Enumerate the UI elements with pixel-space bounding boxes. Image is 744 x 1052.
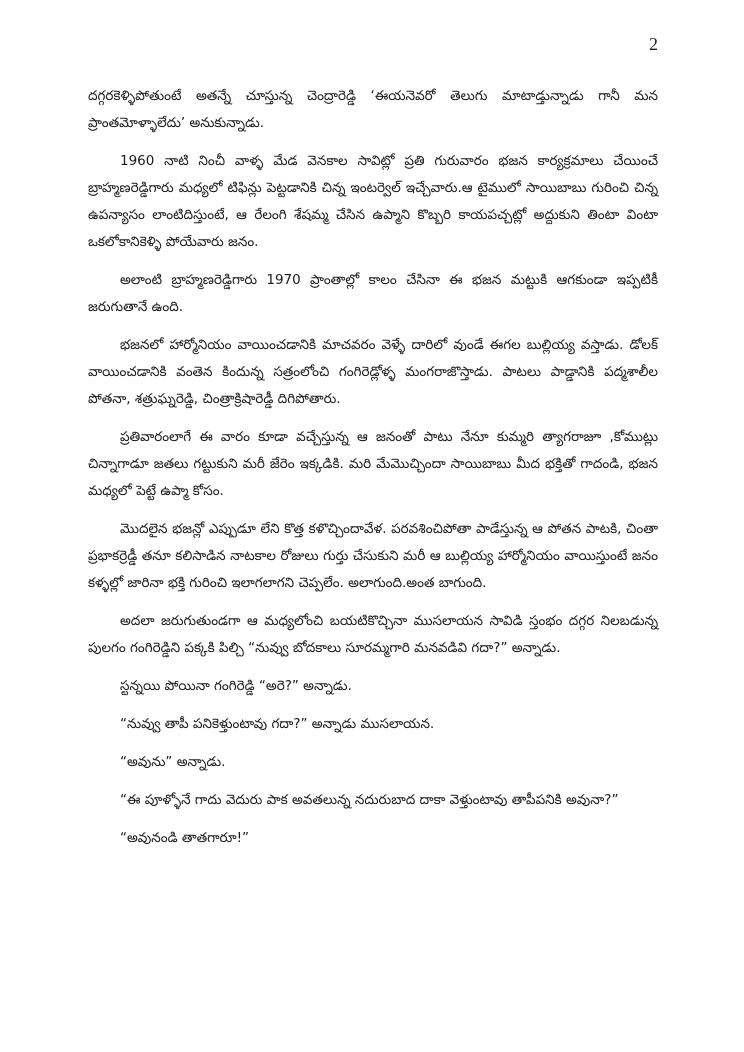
page-number: 2: [649, 34, 658, 54]
paragraph: “అవునండి తాతగారూ!”: [120, 830, 249, 846]
paragraph: “ఈ పూళ్ళోనే గాదు వెదురు పాక అవతలున్న నదురుబాద దాకా వెళ్తుంటావు తాపీపనికి అవునా?”: [120, 792, 619, 808]
paragraph: అదలా జరుగుతుండగా ఆ మధ్యలోంచి బయటికొచ్చినా ముసలాయన సావిడి స్తంభం దగ్గర నిలబడున్న పులగం గంగిరెడ్డిని పక్కకి పిల్చి “నువ్వు బోదకాలు సూరమ్మగారి మనవడివి గదా?” అన్నాడు.: [88, 613, 658, 656]
paragraph: దగ్గరకెళ్ళిపోతుంటే అతన్నే చూస్తున్న చెంద్రారెడ్డి ‘ఈయనెవరో తెలుగు మాటాడ్తున్నాడు గానీ మన ప్రాంతమోళ్ళాలేదు’ అనుకున్నాడు.: [88, 88, 658, 131]
body-text: [88, 83, 658, 863]
paragraph: 1960 నాటి నించీ వాళ్ళ మేడ వెనకాల సావిట్లో ప్రతి గురువారం భజన కార్యక్రమాలు చేయించే బ్రాహ్మణరెడ్డిగారు మధ్యలో టిఫిన్లు పెట్టడానికి చిన్న ఇంటర్వెల్ ఇచ్చేవారు.ఆ టైములో సాయిబాబు గురించి చిన్న ఉపన్యాసం లాంటిదిస్తుంటే, ఆ రేలంగి శేషమ్మ చేసిన ఉప్మాని కొబ్బరి కాయపచ్చట్లో అద్దుకుని తింటా వింటా ఒకలోకానికెళ్ళి పోయేవారు జనం.: [88, 153, 658, 250]
paragraph: “అవును” అన్నాడు.: [120, 754, 226, 770]
paragraph: భజనలో హార్మోనియం వాయించడానికి మాచవరం వెళ్ళే దారిలో వుండే ఈగల బుల్లియ్య వస్తాడు. డోలక్ వాయించడానికి వంతెన కిందున్న సత్రంలోంచి గంగిరెడ్లోళ్ళ మంగరాజొస్తాడు. పాటలు పాడ్డానికి పద్మశాలీల పోతనా, శత్రుఘ్నరెడ్డి, చింత్రాక్రిషారెడ్డీ దిగిపోతారు.: [88, 337, 658, 407]
paragraph: అలాంటి బ్రాహ్మణరెడ్డిగారు 1970 ప్రాంతాల్లో కాలం చేసినా ఈ భజన మట్టుకి ఆగకుండా ఇప్పటికీ జరుగుతానే ఉంది.: [88, 272, 658, 315]
paragraph: “నువ్వు తాపీ పనికెళ్తుంటావు గదా?” అన్నాడు ముసలాయన.: [120, 716, 435, 732]
paragraph: స్టన్నయి పోయినా గంగిరెడ్డి “అరె?” అన్నాడు.: [120, 678, 352, 694]
paragraph: మొదలైన భజన్లో ఎప్పుడూ లేని కొత్త కళొచ్చిందావేళ. పరవశించిపోతా పాడేస్తున్న ఆ పోతన పాటకి, చింతా ప్రభాకర్రెడ్డీ తనూ కలిసాడిన నాటకాల రోజులు గుర్తు చేసుకుని మరీ ఆ బుల్లియ్య హార్మోనియం వాయిస్తుంటే జనం కళ్ళల్లో జారినా భక్తి గురించి ఇలాగలాగని చెప్పలేం. అలాగుంది.అంత బాగుంది.: [88, 521, 658, 591]
paragraph: ప్రతివారంలాగే ఈ వారం కూడా వచ్చేస్తున్న ఆ జనంతో పాటు నేనూ కుమ్మరి త్యాగరాజూ ,కోముట్లు చిన్నాగాడూ జతలు గట్టుకుని మరీ జేరెం ఇక్కడికి. మరి మేమొచ్చిందా సాయిబాబు మీద భక్తితో గాదండి, భజన మధ్యలో పెట్టే ఉప్మా కోసం.: [88, 429, 658, 499]
